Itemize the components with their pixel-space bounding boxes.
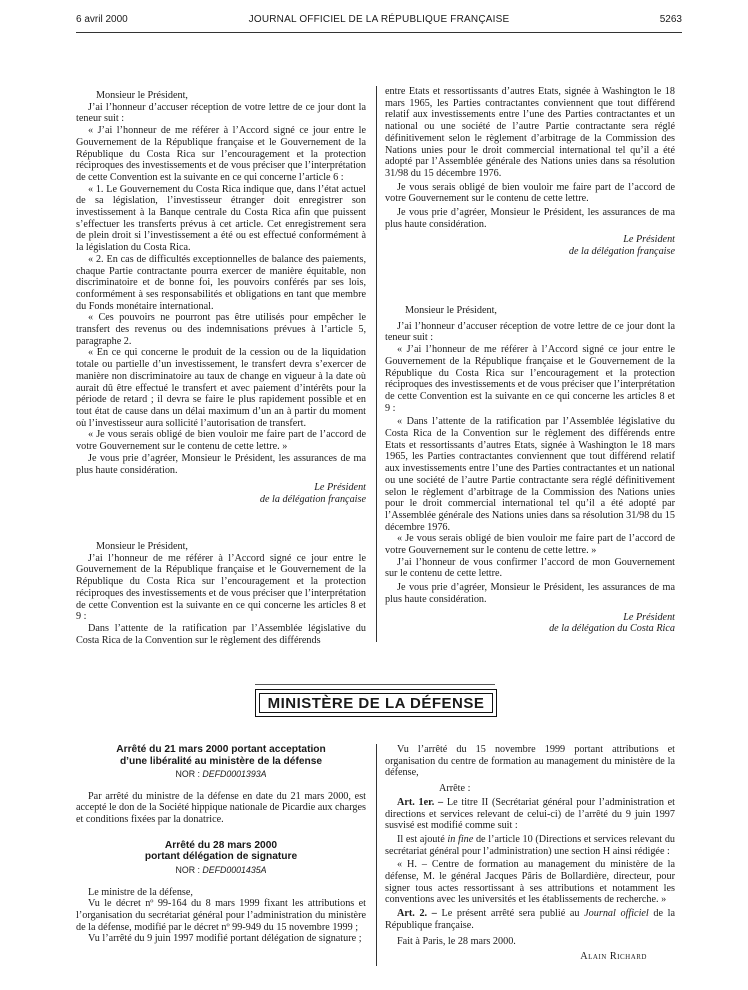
paragraph: Vu le décret nº 99-164 du 8 mars 1999 fixant les attributions et l’organisation du secrétariat général pour l’administration du ministère de la défense, modifié par le décret nº 99-949 du 15 novembre 1999 ; [76, 898, 366, 933]
paragraph: Vu l’arrêté du 15 novembre 1999 portant attributions et organisation du centre de formation au management du ministère de la défense, [385, 744, 675, 779]
nor-label: NOR : [175, 769, 200, 779]
nor-label: NOR : [175, 864, 200, 875]
header-rule [76, 32, 682, 33]
paragraph: Je vous prie d’agréer, Monsieur le Président, les assurances de ma plus haute considération. [76, 452, 366, 476]
paragraph: « En ce qui concerne le produit de la cession ou de la liquidation totale ou partielle d’un investissement, le transfert devra s’exercer de manière non discriminatoire au taux de change en vigueur à la date où aurait dû être effectué le transfert et avec paiement d’intérêts pour la période de retard ; il devra se faire le plus rapidement possible et en tout état de cause dans un délai maximum d’un an à partir du moment où l’investisseur aura sollicité l’autorisation de transfert. [76, 347, 366, 429]
paragraph: « H. – Centre de formation au management du ministère de la défense, M. le général Jacques Pâris de Bollardière, directeur, pour signer tous actes ressortissant à ses attributions et notamment les conventions avec les universités et les établissements de recherche. » [385, 859, 675, 906]
paragraph: Vu l’arrêté du 9 juin 1997 modifié portant délégation de signature ; [88, 933, 362, 945]
letter-second [76, 541, 366, 646]
letter-french-delegation [76, 90, 366, 506]
paragraph: « Ces pouvoirs ne pourront pas être utilisés pour empêcher le transfert des revenus ou des indemnisations prévues à l’article 5, paragraphe 2. [76, 312, 366, 347]
signature-title: Le Président [623, 234, 675, 246]
paragraph: J’ai l’honneur de me référer à l’Accord signé ce jour entre le Gouvernement de la République française et le Gouvernement de la République du Costa Rica sur l’encouragement et la protection réciproques des investissements et de vous préciser que l’interprétation de cette Convention est la suivante en ce qui concerne les articles 8 et 9 : [76, 552, 366, 623]
arrete-heading: Arrête : [439, 783, 471, 795]
article-label: Art. 1er. – [397, 796, 444, 808]
paragraph: Par arrêté du ministre de la défense en date du 21 mars 2000, est accepté le don de la Société hippique nationale de Picardie aux charges et conditions fixées par la donatrice. [76, 790, 366, 826]
salutation: Monsieur le Président, [96, 541, 188, 552]
done-at: Fait à Paris, le 28 mars 2000. [397, 935, 516, 947]
page-number: 5263 [659, 14, 682, 25]
decree-title-line: Arrêté du 21 mars 2000 portant acceptation [116, 744, 326, 755]
letter-costa-rica-delegation [385, 305, 675, 635]
article-1 [385, 797, 675, 832]
ministry-rule [255, 684, 495, 685]
page-header [76, 14, 682, 30]
nor-reference [76, 865, 366, 877]
paragraph: Je vous prie d’agréer, Monsieur le Président, les assurances de ma plus haute considération. [385, 207, 675, 230]
paragraph: Je vous prie d’agréer, Monsieur le Président, les assurances de ma plus haute considération. [385, 582, 675, 605]
text-run: Il est ajouté [397, 833, 445, 845]
text-run-italic: Journal officiel [584, 908, 649, 920]
salutation: Monsieur le Président, [96, 90, 188, 101]
issue-date: 6 avril 2000 [76, 14, 128, 25]
paragraph: « J’ai l’honneur de me référer à l’Accord signé ce jour entre le Gouvernement de la République française et le Gouvernement de la République du Costa Rica sur l’encouragement et la protection réciproques des investissements et de vous préciser que l’interprétation de cette Convention est la suivante en ce qui concerne les articles 8 et 9 : [385, 344, 675, 414]
paragraph: Le ministre de la défense, [88, 886, 193, 898]
paragraph: « 1. Le Gouvernement du Costa Rica indique que, dans l’état actuel de sa législation, l’investisseur étranger doit enregistrer son investissement à la Banque centrale du Costa Rica afin que puissent s’effectuer les transferts prévus à cet article. Cet enregistrement sera de plein droit si l’investissement a été ou est effectué conformément à la législation du Costa Rica. [76, 183, 366, 254]
paragraph: Je vous serais obligé de bien vouloir me faire part de l’accord de votre Gouvernement sur le contenu de cette lettre. [385, 181, 675, 205]
text-run: de l’article 10 (Directions et services relevant du secrétariat général pour l’administration) une section H ainsi rédigée : [385, 833, 676, 857]
paragraph: « Je vous serais obligé de bien vouloir me faire part de l’accord de votre Gouvernement sur le contenu de cette lettre. » [385, 533, 675, 557]
nor-reference [76, 769, 366, 781]
letter-continuation [385, 86, 675, 258]
paragraph: J’ai l’honneur de vous confirmer l’accord de mon Gouvernement sur le contenu de cette lettre. [385, 556, 675, 580]
nor-code: DEFD0001435A [202, 864, 267, 875]
decree-title-line: d’une libéralité au ministère de la défense [119, 755, 323, 767]
signature-delegation: de la délégation française [568, 246, 675, 258]
minister-signature: Alain Richard [580, 951, 647, 963]
signature-delegation: de la délégation du Costa Rica [549, 623, 675, 635]
signature-delegation: de la délégation française [259, 493, 366, 505]
ministry-title: MINISTÈRE DE LA DÉFENSE [267, 694, 485, 712]
paragraph: « Je vous serais obligé de bien vouloir me faire part de l’accord de votre Gouvernement sur le contenu de cette lettre. » [76, 429, 366, 453]
article-text: Le titre II (Secrétariat général pour l’administration et directions et services relevant de celui-ci) de l’arrêté du 9 juin 1997 susvisé est modifié comme suit : [385, 796, 675, 832]
signature-title: Le Président [623, 611, 675, 623]
article-2 [385, 908, 675, 931]
paragraph: J’ai l’honneur d’accuser réception de votre lettre de ce jour dont la teneur suit : [76, 101, 366, 125]
article-label: Art. 2. – [397, 908, 437, 920]
journal-title: JOURNAL OFFICIEL DE LA RÉPUBLIQUE FRANÇAISE [248, 14, 510, 25]
salutation: Monsieur le Président, [405, 305, 497, 316]
paragraph: « 2. En cas de difficultés exceptionnelles de balance des paiements, chaque Partie contractante pourra exercer de manière équitable, non discriminatoire et de bonne foi, les pouvoirs conférés par ses lois, conformément à ses responsabilités et obligations en tant que membre du Fonds monétaire international. [76, 253, 366, 312]
text-run-italic: in fine [447, 833, 474, 845]
text-run: Le présent arrêté sera publié au [441, 908, 580, 920]
nor-code: DEFD0001393A [202, 769, 267, 779]
ministry-banner [255, 689, 497, 717]
paragraph: J’ai l’honneur d’accuser réception de votre lettre de ce jour dont la teneur suit : [385, 320, 675, 344]
column-divider [376, 744, 377, 966]
paragraph: entre Etats et ressortissants d’autres Etats, signée à Washington le 18 mars 1965, les Parties contractantes conviennent que tout différend relatif aux investissements entre l’une des Parties contractantes et un national ou une société de l’autre Partie contractante sera réglé définitivement selon le règlement d’arbitrage de la Commission des Nations unies pour le droit commercial international tel qu’il a été adopté par l’Assemblée générale des Nations unies dans sa résolution 31/98 du 15 décembre 1976. [385, 86, 675, 179]
text-run: de la République française. [385, 908, 676, 931]
decree-title-line: Arrêté du 28 mars 2000 [164, 839, 278, 851]
decree-title-line: portant délégation de signature [144, 851, 298, 863]
signature-title: Le Président [314, 482, 366, 494]
decree-column-right [385, 744, 675, 963]
paragraph: « Dans l’attente de la ratification par l’Assemblée législative du Costa Rica de la Convention sur le règlement des différends entre Etats et ressortissants d’autres Etats, signée à Washington le 18 mars 1965, les Parties contractantes conviennent que tout différend relatif aux investissements entre l’une des Parties contractantes et un national ou une société de l’autre Partie contractante sera réglé définitivement selon le règlement d’arbitrage de la Commission des Nations unies pour le droit commercial international tel qu’il a été adopté par l’Assemblée générale des Nations unies dans sa résolution 31/98 du 15 décembre 1976. [385, 416, 675, 533]
column-divider [376, 86, 377, 642]
paragraph: Dans l’attente de la ratification par l’Assemblée législative du Costa Rica de la Convention sur le règlement des différends [76, 622, 366, 646]
paragraph [385, 834, 675, 857]
decree-title [76, 840, 366, 863]
decree-column-left [76, 744, 366, 945]
decree-title [76, 744, 366, 767]
paragraph: « J’ai l’honneur de me référer à l’Accord signé ce jour entre le Gouvernement de la République française et le Gouvernement de la République du Costa Rica sur l’encouragement et la protection réciproques des investissements et de vous préciser que l’interprétation de cette Convention est la suivante en ce qui concerne l’article 6 : [76, 125, 366, 183]
